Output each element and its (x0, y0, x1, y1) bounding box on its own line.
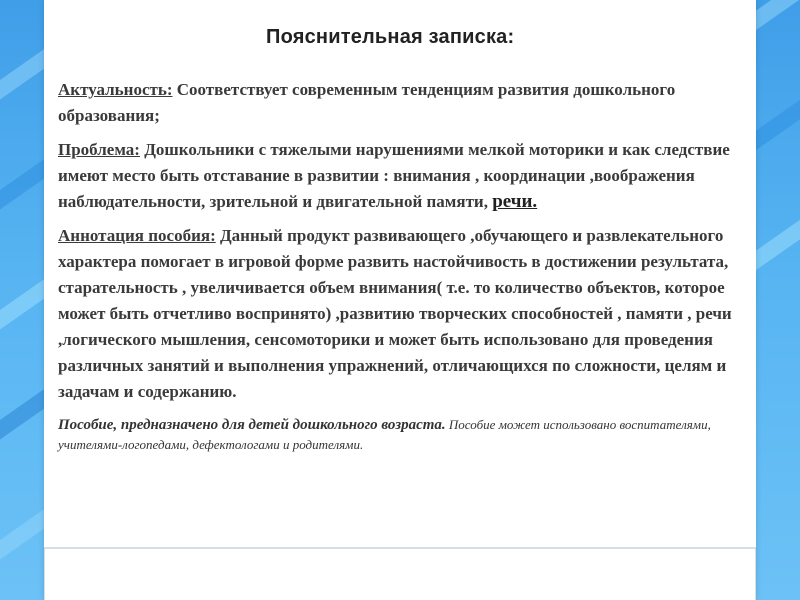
bottom-frame-lines (44, 540, 756, 600)
relevance-text: Соответствует современным тенденциям развития дошкольного образования; (58, 80, 676, 125)
relevance-heading: Актуальность: (58, 80, 173, 99)
slide-title: Пояснительная записка: (266, 26, 515, 48)
relevance-paragraph (54, 77, 734, 129)
problem-heading: Проблема: (58, 140, 140, 159)
speech-emphasis: речи. (492, 191, 538, 212)
problem-text: Дошкольники с тяжелыми нарушениями мелкой моторики и как следствие имеют место быть отставание в развитии : внимания , координации ,воображения наблюдательности, зрительной и двигательной памяти, (58, 140, 730, 211)
footer-main: Пособие, предназначено для детей дошкольного возраста. (58, 417, 446, 433)
slide-card (44, 0, 756, 600)
footer-small: Пособие может использовано воспитателями, учителями-логопедами, дефектологами и родителями. (58, 417, 711, 452)
footer-note (58, 415, 734, 454)
annotation-text: Данный продукт развивающего ,обучающего и развлекательного характера помогает в игровой форме развить настойчивость в достижении результата, старательность , увеличивается объем внимания( т.е. то количество объектов, которое может быть отчетливо воспринято) ,развитию творческих способностей , памяти , речи ,логического мышления, сенсомоторики и может быть использовано для проведения различных занятий и выполнения упражнений, отличающихся по сложности, целям и задачам и содержанию. (58, 226, 732, 401)
problem-paragraph (54, 137, 734, 215)
annotation-paragraph (54, 223, 734, 405)
annotation-heading: Аннотация пособия: (58, 226, 216, 245)
